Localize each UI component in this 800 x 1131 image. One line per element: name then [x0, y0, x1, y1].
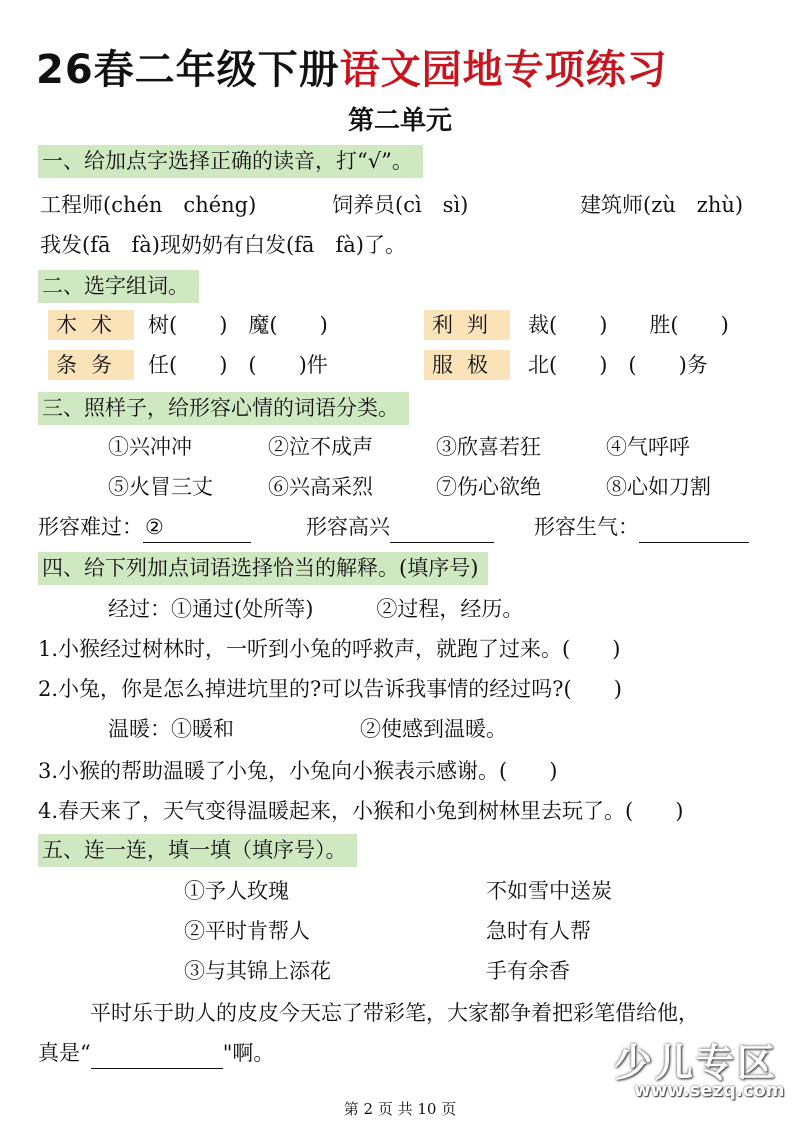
match-right-3: 手有余香	[486, 959, 570, 983]
title-highlight: 语文园地专项练习	[339, 47, 668, 93]
word-group-4: 北( ) ( )务	[528, 353, 708, 377]
mood-word-8: ⑧心如刀割	[606, 475, 711, 499]
category-happy: 形容高兴	[306, 512, 494, 543]
mood-word-2: ②泣不成声	[268, 435, 373, 459]
question-2: 2.小兔，你是怎么掉进坑里的?可以告诉我事情的经过吗?( )	[38, 677, 622, 701]
category-angry: 形容生气：	[534, 512, 749, 543]
mood-word-6: ⑥兴高采烈	[268, 475, 373, 499]
watermark-url: www.sezq.com	[634, 1080, 785, 1101]
definition-wennuan: 温暖：①暖和 ②使感到温暖。	[108, 717, 507, 741]
section-4-heading: 四、给下列加点词语选择恰当的解释。(填序号)	[38, 552, 488, 585]
mood-word-4: ④气呼呼	[606, 435, 690, 459]
category-sad: 形容难过：②	[38, 512, 251, 543]
paragraph-blank	[91, 1038, 223, 1069]
page-title	[36, 38, 668, 95]
char-group-4: 服极	[424, 350, 510, 380]
title-main: 26春二年级下册	[36, 47, 340, 93]
definition-jingguo: 经过：①通过(处所等) ②过程，经历。	[108, 597, 524, 621]
page-footer: 第 2 页 共 10 页	[343, 1100, 457, 1118]
mood-word-7: ⑦伤心欲绝	[436, 475, 541, 499]
s1-item-3: 建筑师(zù zhù)	[580, 193, 744, 217]
char-group-1: 木术	[48, 310, 134, 340]
char-group-3: 条务	[48, 350, 134, 380]
match-left-3: ③与其锦上添花	[184, 959, 331, 983]
match-right-1: 不如雪中送炭	[486, 879, 612, 903]
section-3-heading: 三、照样子，给形容心情的词语分类。	[38, 392, 409, 425]
category-angry-blank	[639, 512, 749, 543]
match-left-1: ①予人玫瑰	[184, 879, 289, 903]
s1-item-2: 饲养员(cì sì)	[332, 193, 469, 217]
section-5-heading: 五、连一连，填一填（填序号）。	[38, 834, 357, 867]
category-sad-answer: ②	[143, 512, 251, 543]
paragraph-line-1: 平时乐于助人的皮皮今天忘了带彩笔，大家都争着把彩笔借给他，	[90, 1001, 699, 1025]
word-group-1: 树( ) 魔( )	[148, 313, 328, 337]
s1-item-1: 工程师(chén chéng)	[40, 193, 257, 217]
word-group-2: 裁( ) 胜( )	[528, 313, 729, 337]
watermark-logo: 少儿专区	[614, 1041, 779, 1085]
category-happy-blank	[390, 512, 494, 543]
section-1-heading: 一、给加点字选择正确的读音，打“√”。	[38, 145, 423, 178]
match-left-2: ②平时肯帮人	[184, 919, 310, 943]
match-right-2: 急时有人帮	[486, 919, 591, 943]
question-3: 3.小猴的帮助温暖了小兔，小兔向小猴表示感谢。( )	[38, 759, 558, 783]
word-group-3: 任( ) ( )件	[148, 353, 328, 377]
mood-word-5: ⑤火冒三丈	[108, 475, 213, 499]
paragraph-line-2: 真是“ "啊。	[38, 1038, 274, 1069]
question-1: 1.小猴经过树林时，一听到小兔的呼救声，就跑了过来。( )	[38, 637, 621, 661]
section-2-heading: 二、选字组词。	[38, 270, 199, 303]
char-group-2: 利判	[424, 310, 510, 340]
mood-word-3: ③欣喜若狂	[436, 435, 541, 459]
question-4: 4.春天来了，天气变得温暖起来，小猴和小兔到树林里去玩了。( )	[38, 799, 684, 823]
mood-word-1: ①兴冲冲	[108, 435, 192, 459]
s1-line-2: 我发(fā fà)现奶奶有白发(fā fà)了。	[40, 233, 406, 257]
unit-heading: 第二单元	[347, 106, 452, 136]
